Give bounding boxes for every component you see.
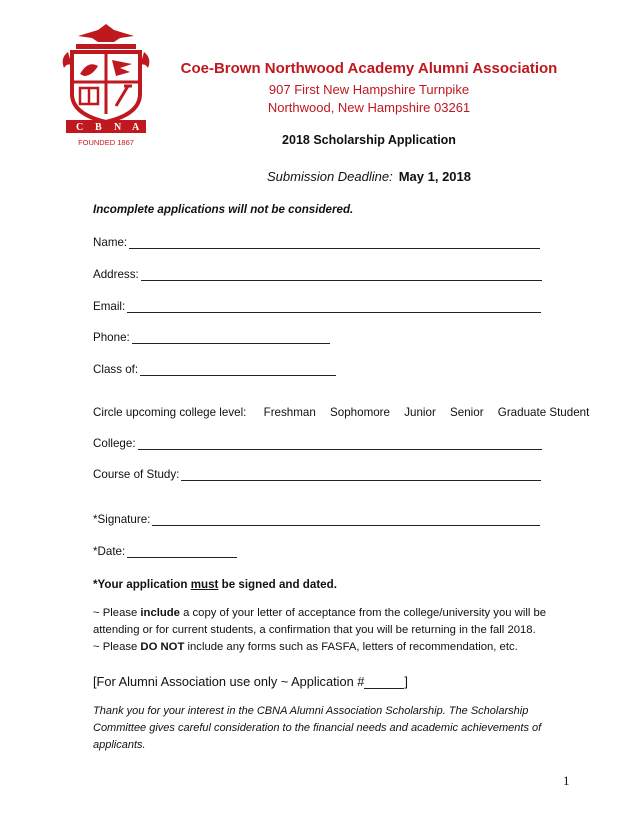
level-option-sophomore[interactable]: Sophomore <box>330 406 390 419</box>
cbna-crest-logo <box>58 22 154 148</box>
signature-field-row <box>93 513 540 526</box>
do-not-bold: DO NOT <box>140 641 185 653</box>
course-label: Course of Study: <box>93 468 180 481</box>
course-blank-line[interactable] <box>181 470 541 481</box>
deadline-value: May 1, 2018 <box>398 169 471 184</box>
college-level-row <box>93 406 589 419</box>
crest-bar <box>76 44 136 49</box>
college-level-label: Circle upcoming college level: <box>93 406 247 419</box>
office-use-post: ] <box>404 674 408 689</box>
email-field-row <box>93 300 541 313</box>
submission-deadline <box>160 169 578 184</box>
founded-text: FOUNDED 1867 <box>78 138 134 147</box>
eagle-icon <box>78 24 134 42</box>
name-field-row <box>93 236 540 249</box>
crest-letter: A <box>132 122 140 133</box>
page-number: 1 <box>563 773 570 788</box>
name-label: Name: <box>93 236 128 249</box>
college-field-row <box>93 437 542 450</box>
level-option-junior[interactable]: Junior <box>404 406 436 419</box>
incomplete-notice: Incomplete applications will not be considered. <box>93 203 354 216</box>
office-use-pre: [For Alumni Association use only ~ Application # <box>93 674 365 689</box>
email-label: Email: <box>93 300 126 313</box>
phone-blank-line[interactable] <box>132 333 330 344</box>
level-option-senior[interactable]: Senior <box>450 406 484 419</box>
class-of-blank-line[interactable] <box>140 365 336 376</box>
address-line-1: 907 First New Hampshire Turnpike <box>268 82 470 97</box>
include-bold: include <box>140 607 180 619</box>
must-sign-pre: *Your application <box>93 578 191 591</box>
must-sign-notice <box>93 578 337 591</box>
course-field-row <box>93 468 541 481</box>
phone-field-row <box>93 331 330 344</box>
do-not-post: include any forms such as FASFA, letters of recommendation, etc. <box>184 641 518 653</box>
level-option-freshman[interactable]: Freshman <box>263 406 316 419</box>
date-label: *Date: <box>93 545 126 558</box>
date-field-row <box>93 545 237 558</box>
include-post: a copy of your letter of acceptance from the college/university you will be attending or for current students, a confirmation that you will be returning in the fall 2018. <box>93 607 547 636</box>
address-blank-line[interactable] <box>141 270 542 281</box>
address-field-row <box>93 268 542 281</box>
include-pre: ~ Please <box>93 607 141 619</box>
date-blank-line[interactable] <box>127 547 237 558</box>
signature-blank-line[interactable] <box>152 515 540 526</box>
address-line-2: Northwood, New Hampshire 03261 <box>267 100 471 115</box>
level-option-graduate[interactable]: Graduate Student <box>497 406 590 419</box>
deadline-label: Submission Deadline: <box>266 169 393 184</box>
do-not-instruction <box>93 639 575 656</box>
application-number-blank[interactable] <box>364 678 404 689</box>
college-blank-line[interactable] <box>138 439 542 450</box>
name-blank-line[interactable] <box>129 238 540 249</box>
phone-label: Phone: <box>93 331 130 344</box>
org-name: Coe-Brown Northwood Academy Alumni Association <box>180 60 558 77</box>
crest-letter: N <box>114 122 122 133</box>
thank-you-note: Thank you for your interest in the CBNA Alumni Association Scholarship. The Scholarship Committee gives careful consideration to the financial needs and academic achievements of applicants. <box>93 705 542 751</box>
include-instruction <box>93 605 575 639</box>
crest-letter: C <box>76 122 84 133</box>
crest-letter: B <box>95 122 102 133</box>
office-use-line <box>93 674 408 689</box>
signature-label: *Signature: <box>93 513 151 526</box>
application-title: 2018 Scholarship Application <box>282 133 456 147</box>
must-sign-post: be signed and dated. <box>218 578 337 591</box>
address-label: Address: <box>93 268 139 281</box>
class-of-field-row <box>93 363 336 376</box>
do-not-pre: ~ Please <box>93 641 141 653</box>
email-blank-line[interactable] <box>127 302 541 313</box>
must-sign-underlined: must <box>190 578 219 591</box>
class-of-label: Class of: <box>93 363 139 376</box>
college-label: College: <box>93 437 136 450</box>
